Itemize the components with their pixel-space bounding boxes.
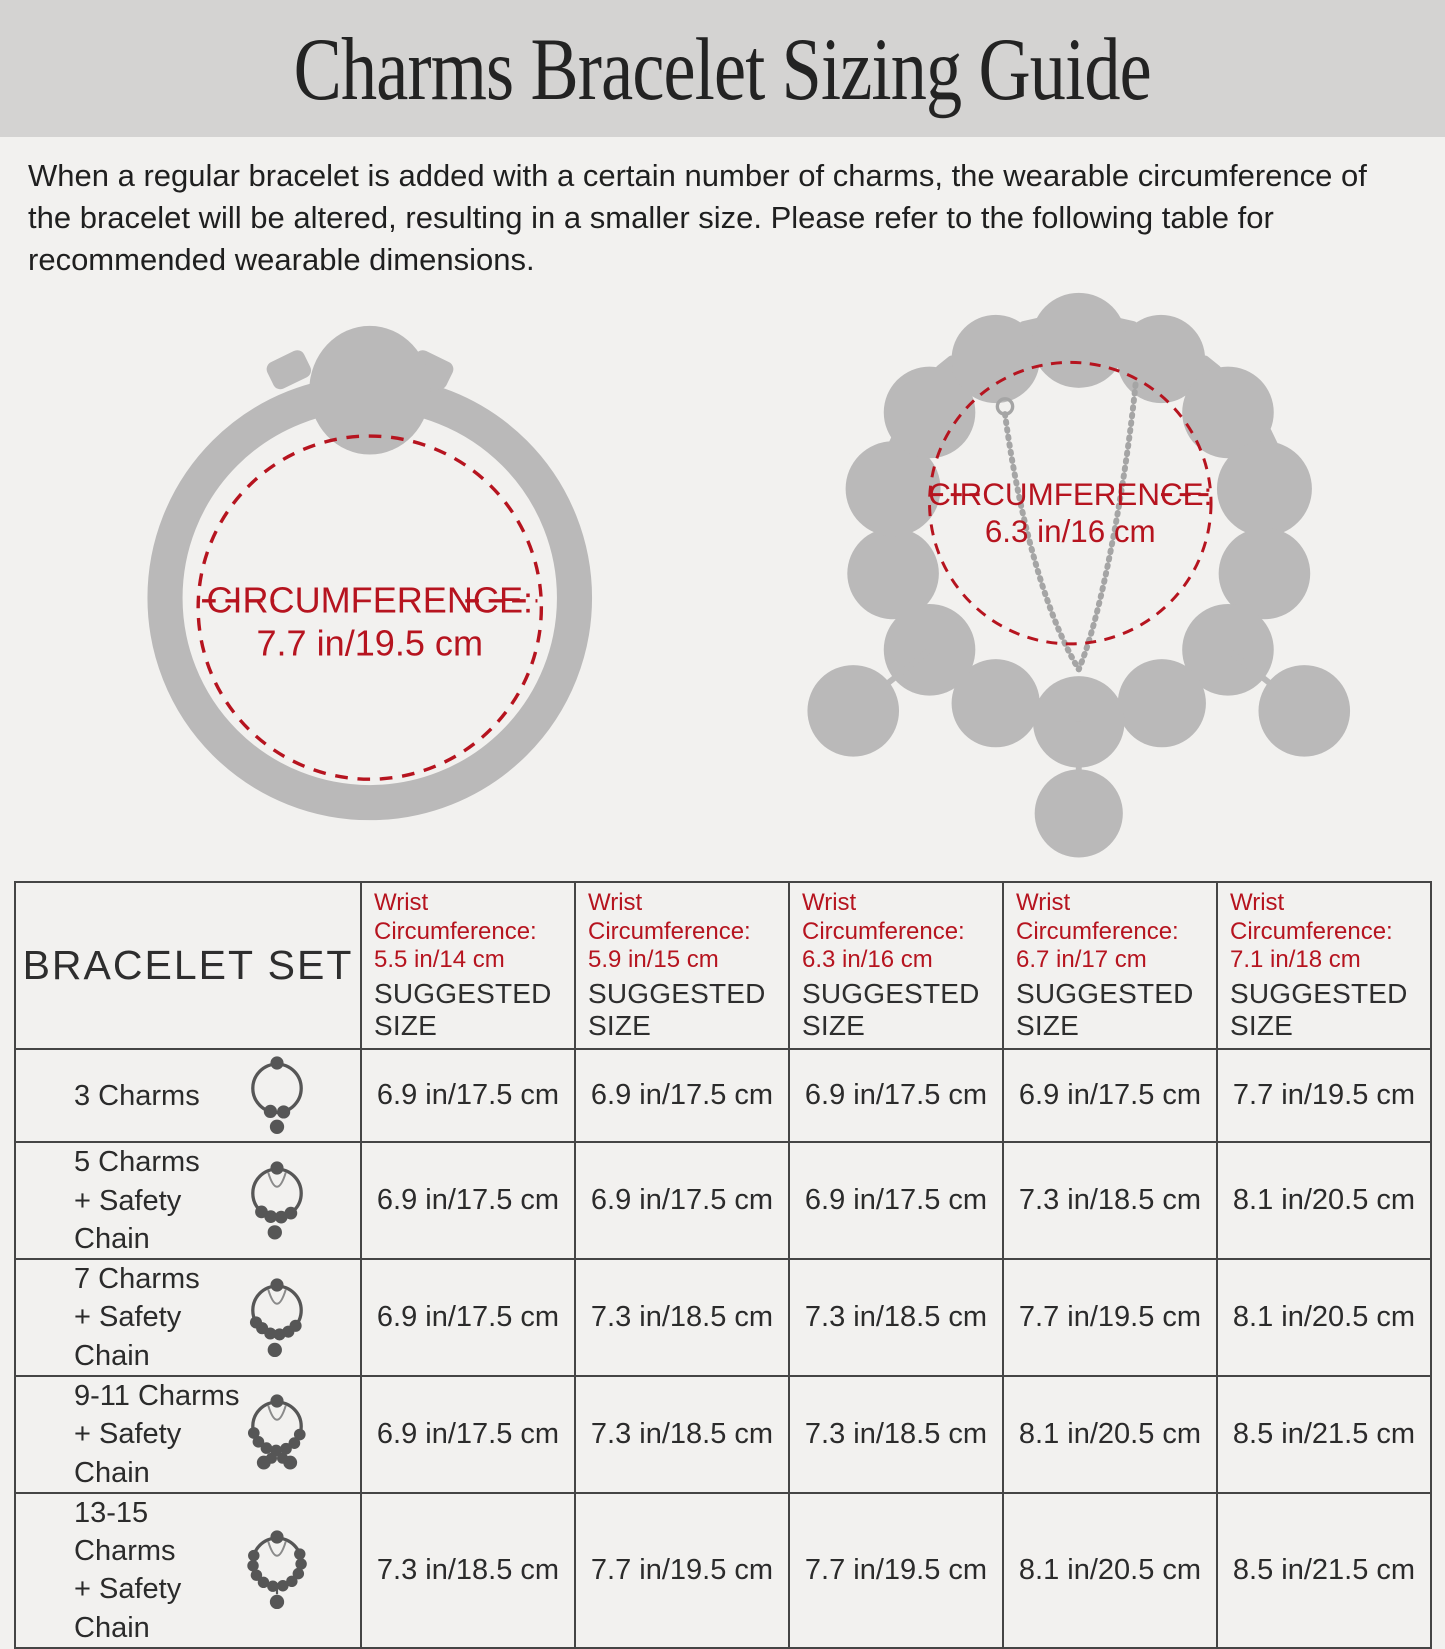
bracelet-5-charms-safety-chain-icon bbox=[240, 1157, 314, 1245]
column-header-5-9 bbox=[575, 882, 789, 1049]
row-label: 5 Charms bbox=[74, 1146, 200, 1179]
column-header-5-5 bbox=[361, 882, 575, 1049]
size-cell: 8.1 in/20.5 cm bbox=[1217, 1259, 1431, 1376]
row-label-line2: + Safety Chain bbox=[74, 1301, 182, 1372]
size-cell: 6.9 in/17.5 cm bbox=[789, 1049, 1003, 1142]
size-cell: 8.1 in/20.5 cm bbox=[1003, 1376, 1217, 1493]
wrist-circumference-value: 6.3 in/16 cm bbox=[802, 946, 933, 974]
size-cell: 7.3 in/18.5 cm bbox=[575, 1259, 789, 1376]
suggested-size-label: SUGGESTED SIZE bbox=[374, 978, 552, 1042]
size-cell: 7.7 in/19.5 cm bbox=[1217, 1049, 1431, 1142]
bracelet-set-header-cell bbox=[15, 882, 361, 1049]
size-cell: 7.3 in/18.5 cm bbox=[789, 1259, 1003, 1376]
suggested-size-label: SUGGESTED SIZE bbox=[802, 978, 980, 1042]
table-row-7-charms bbox=[15, 1259, 1431, 1376]
bracelet-3-charms-icon bbox=[240, 1052, 314, 1140]
bracelet-13-15-charms-safety-chain-icon bbox=[240, 1526, 314, 1614]
row-label-line2: + Safety Chain bbox=[74, 1418, 182, 1489]
column-header-6-7 bbox=[1003, 882, 1217, 1049]
row-label-line2: + Safety Chain bbox=[74, 1184, 182, 1255]
wrist-circumference-value: 6.7 in/17 cm bbox=[1016, 946, 1147, 974]
plain-bracelet-illustration bbox=[10, 281, 710, 866]
size-cell: 7.7 in/19.5 cm bbox=[789, 1493, 1003, 1648]
size-cell: 6.9 in/17.5 cm bbox=[575, 1142, 789, 1259]
wrist-circumference-label: Wrist Circumference: bbox=[1016, 889, 1179, 945]
suggested-size-label: SUGGESTED SIZE bbox=[588, 978, 766, 1042]
row-label-line2: + Safety Chain bbox=[74, 1573, 182, 1644]
size-cell: 7.3 in/18.5 cm bbox=[1003, 1142, 1217, 1259]
figures-section bbox=[0, 281, 1445, 869]
bracelet-set-cell bbox=[15, 1376, 361, 1493]
size-cell: 8.1 in/20.5 cm bbox=[1217, 1142, 1431, 1259]
wrist-circumference-value: 7.1 in/18 cm bbox=[1230, 946, 1361, 974]
page-title: Charms Bracelet Sizing Guide bbox=[293, 18, 1152, 119]
circumference-label: CIRCUMFERENCE: bbox=[206, 579, 534, 621]
row-label: 3 Charms bbox=[74, 1079, 200, 1112]
intro-paragraph: When a regular bracelet is added with a certain number of charms, the wearable circumference of the bracelet will be altered, resulting in a smaller size. Please refer to the following table for recommended wearable dimensions. bbox=[28, 158, 1367, 278]
size-cell: 6.9 in/17.5 cm bbox=[361, 1259, 575, 1376]
size-cell: 8.5 in/21.5 cm bbox=[1217, 1493, 1431, 1648]
suggested-size-label: SUGGESTED SIZE bbox=[1230, 978, 1408, 1042]
row-label: 9-11 Charms bbox=[74, 1380, 240, 1412]
column-header-6-3 bbox=[789, 882, 1003, 1049]
bracelet-set-cell bbox=[15, 1049, 361, 1142]
table-row-13-15-charms bbox=[15, 1493, 1431, 1648]
plain-bracelet-figure bbox=[0, 281, 720, 869]
row-label: 13-15 Charms bbox=[74, 1496, 176, 1568]
size-cell: 6.9 in/17.5 cm bbox=[361, 1376, 575, 1493]
bracelet-set-cell bbox=[15, 1259, 361, 1376]
size-cell: 6.9 in/17.5 cm bbox=[789, 1142, 1003, 1259]
charm-bracelet-figure bbox=[720, 281, 1445, 869]
size-cell: 6.9 in/17.5 cm bbox=[361, 1142, 575, 1259]
size-cell: 7.3 in/18.5 cm bbox=[575, 1376, 789, 1493]
row-label: 7 Charms bbox=[74, 1263, 200, 1296]
size-cell: 6.9 in/17.5 cm bbox=[575, 1049, 789, 1142]
size-cell: 6.9 in/17.5 cm bbox=[361, 1049, 575, 1142]
page-header bbox=[0, 0, 1445, 137]
bracelet-9-11-charms-safety-chain-icon bbox=[240, 1390, 314, 1478]
circumference-label: CIRCUMFERENCE: bbox=[927, 477, 1212, 513]
size-cell: 8.1 in/20.5 cm bbox=[1003, 1493, 1217, 1648]
suggested-size-label: SUGGESTED SIZE bbox=[1016, 978, 1194, 1042]
table-row-9-11-charms bbox=[15, 1376, 1431, 1493]
wrist-circumference-label: Wrist Circumference: bbox=[588, 889, 751, 945]
circumference-value: 6.3 in/16 cm bbox=[984, 514, 1156, 550]
wrist-circumference-value: 5.9 in/15 cm bbox=[588, 946, 719, 974]
table-header-row bbox=[15, 882, 1431, 1049]
table-row-3-charms bbox=[15, 1049, 1431, 1142]
bracelet-set-cell bbox=[15, 1493, 361, 1648]
size-cell: 6.9 in/17.5 cm bbox=[1003, 1049, 1217, 1142]
wrist-circumference-value: 5.5 in/14 cm bbox=[374, 946, 505, 974]
bracelet-7-charms-safety-chain-icon bbox=[240, 1274, 314, 1362]
wrist-circumference-label: Wrist Circumference: bbox=[1230, 889, 1393, 945]
wrist-circumference-label: Wrist Circumference: bbox=[374, 889, 537, 945]
sizing-table bbox=[14, 881, 1432, 1648]
circumference-value: 7.7 in/19.5 cm bbox=[256, 622, 484, 664]
size-cell: 8.5 in/21.5 cm bbox=[1217, 1376, 1431, 1493]
size-cell: 7.3 in/18.5 cm bbox=[361, 1493, 575, 1648]
bracelet-set-cell bbox=[15, 1142, 361, 1259]
column-header-7-1 bbox=[1217, 882, 1431, 1049]
wrist-circumference-label: Wrist Circumference: bbox=[802, 889, 965, 945]
size-cell: 7.7 in/19.5 cm bbox=[1003, 1259, 1217, 1376]
size-cell: 7.3 in/18.5 cm bbox=[789, 1376, 1003, 1493]
table-row-5-charms bbox=[15, 1142, 1431, 1259]
charm-bracelet-illustration bbox=[753, 281, 1413, 866]
size-cell: 7.7 in/19.5 cm bbox=[575, 1493, 789, 1648]
bracelet-set-header: BRACELET SET bbox=[22, 942, 354, 989]
